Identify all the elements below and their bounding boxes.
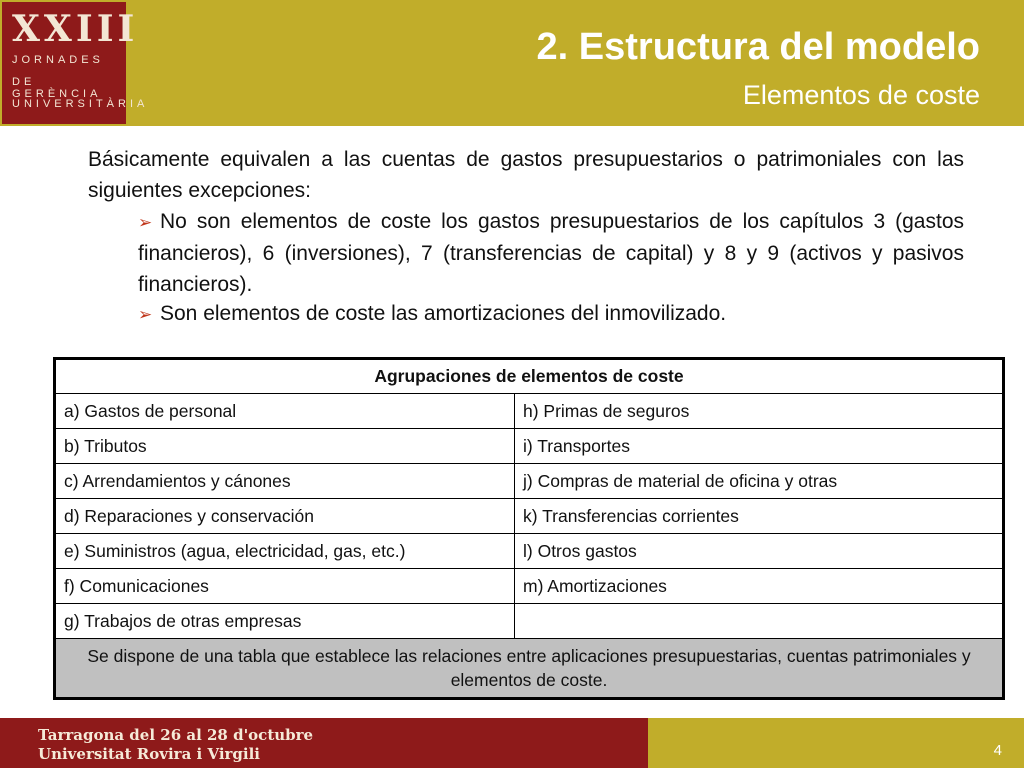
conference-logo	[2, 2, 149, 124]
table-row	[55, 429, 1004, 464]
table-cell: b) Tributos	[55, 429, 515, 464]
slide-header	[0, 0, 1024, 126]
table-cell: m) Amortizaciones	[515, 569, 1004, 604]
table-row	[55, 499, 1004, 534]
bullet-item-1	[138, 206, 964, 300]
table-cell: f) Comunicaciones	[55, 569, 515, 604]
slide-title: 2. Estructura del modelo	[536, 26, 980, 68]
table-cell: a) Gastos de personal	[55, 394, 515, 429]
table-row	[55, 534, 1004, 569]
table-header-row	[55, 359, 1004, 394]
footer-university: Universitat Rovira i Virgili	[38, 745, 260, 763]
logo-line-3: UNIVERSITÀRIA	[12, 98, 149, 110]
table-cell: d) Reparaciones y conservación	[55, 499, 515, 534]
slide-footer	[0, 718, 1024, 768]
arrow-bullet-icon: ➢	[138, 305, 153, 324]
table-cell: h) Primas de seguros	[515, 394, 1004, 429]
bullet-text-1: No son elementos de coste los gastos presupuestarios de los capítulos 3 (gastos financieros), 6 (inversiones), 7 (transferencias de capital) y 8 y 9 (activos y pasivos financieros).	[138, 210, 964, 296]
table-cell: e) Suministros (agua, electricidad, gas, etc.)	[55, 534, 515, 569]
table-cell: c) Arrendamientos y cánones	[55, 464, 515, 499]
table-cell: k) Transferencias corrientes	[515, 499, 1004, 534]
table-header: Agrupaciones de elementos de coste	[55, 359, 1004, 394]
slide-subtitle: Elementos de coste	[742, 80, 980, 110]
table-row	[55, 569, 1004, 604]
arrow-bullet-icon: ➢	[138, 213, 153, 232]
footer-decorative-band	[648, 718, 1024, 768]
intro-paragraph: Básicamente equivalen a las cuentas de gastos presupuestarios o patrimoniales con las siguientes excepciones:	[88, 148, 964, 202]
logo-line-1: JORNADES	[12, 54, 104, 66]
bullet-item-2	[138, 298, 964, 330]
table-note-row	[55, 639, 1004, 699]
table-row	[55, 604, 1004, 639]
table-note: Se dispone de una tabla que establece las relaciones entre aplicaciones presupuestarias, cuentas patrimoniales y elementos de coste.	[55, 639, 1004, 699]
bullet-text-2: Son elementos de coste las amortizaciones del inmovilizado.	[160, 302, 727, 325]
logo-numeral: XXIII	[12, 8, 139, 50]
table-row	[55, 394, 1004, 429]
table-cell: l) Otros gastos	[515, 534, 1004, 569]
table-cell: g) Trabajos de otras empresas	[55, 604, 515, 639]
table-cell: i) Transportes	[515, 429, 1004, 464]
table-cell: j) Compras de material de oficina y otras	[515, 464, 1004, 499]
table-row	[55, 464, 1004, 499]
table-cell-empty	[515, 604, 1004, 639]
cost-elements-table	[53, 357, 1005, 700]
logo-line-2: DE GERÈNCIA	[12, 76, 102, 100]
footer-event-dates: Tarragona del 26 al 28 d'octubre	[38, 726, 314, 744]
page-number: 4	[993, 742, 1002, 759]
